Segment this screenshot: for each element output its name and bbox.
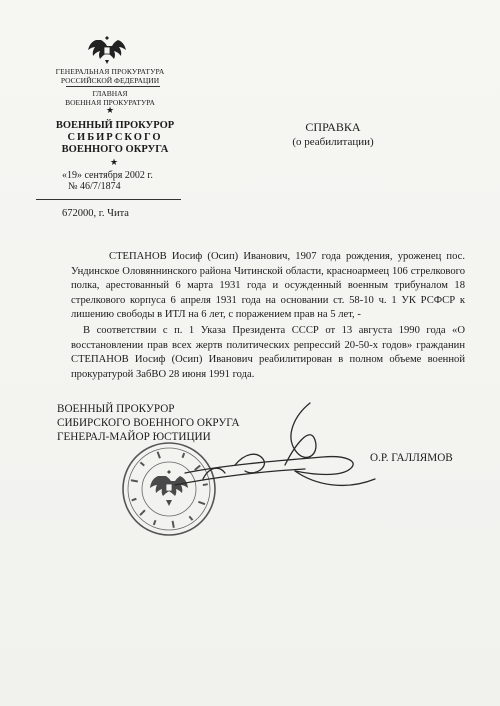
signatory-title-1: ВОЕННЫЙ ПРОКУРОР <box>57 403 175 415</box>
coat-of-arms-icon <box>86 32 128 66</box>
sender-heading-1: ВОЕННЫЙ ПРОКУРОР <box>55 120 175 131</box>
org-line-3: ГЛАВНАЯ <box>92 89 128 98</box>
star-icon: ★ <box>105 105 115 115</box>
sender-address: 672000, г. Чита <box>62 208 129 219</box>
org-line-2: РОССИЙСКОЙ ФЕДЕРАЦИИ <box>60 76 160 85</box>
org-line-1: ГЕНЕРАЛЬНАЯ ПРОКУРАТУРА <box>55 67 165 76</box>
document-date: «19» сентября 2002 г. <box>62 170 153 181</box>
org-line-4: ВОЕННАЯ ПРОКУРАТУРА <box>65 98 155 107</box>
body-paragraph-2: В соответствии с п. 1 Указа Президента СССР от 13 августа 1990 года «О восстановлении прав всех жертв политических репрессий 20-50-х годов» гражданин СТЕПАНОВ Иосиф (Осип) Иванович реабилитирован в полном объеме военной прокуратурой ЗабВО 28 июня 1991 года. <box>71 324 465 380</box>
divider <box>36 199 181 200</box>
star-icon: ★ <box>109 157 119 167</box>
sender-heading-2: СИБИРСКОГО <box>67 132 163 143</box>
signatory-name: О.Р. ГАЛЛЯМОВ <box>370 452 453 464</box>
document-body <box>71 250 465 382</box>
body-paragraph-1: СТЕПАНОВ Иосиф (Осип) Иванович, 1907 года рождения, уроженец пос. Ундинское Оловяннинского района Читинской области, красноармеец 106 стрелкового полка, арестованный 6 марта 1931 года и осужденный военным трибуналом 18 стрелкового корпуса 6 апреля 1931 года на основании ст. 58-10 ч. 1 УК РСФСР к лишению свободы в ИТЛ на 6 лет, с поражением прав на 5 лет, - <box>71 251 465 321</box>
document-title: СПРАВКА <box>305 120 361 134</box>
divider <box>66 86 160 87</box>
document-subtitle: (о реабилитации) <box>292 136 374 148</box>
signatory-title-3: ГЕНЕРАЛ-МАЙОР ЮСТИЦИИ <box>57 431 211 443</box>
handwritten-signature <box>145 395 385 505</box>
document-number: № 46/7/1874 <box>68 181 121 192</box>
sender-heading-3: ВОЕННОГО ОКРУГА <box>61 144 169 155</box>
signatory-title-2: СИБИРСКОГО ВОЕННОГО ОКРУГА <box>57 417 240 429</box>
